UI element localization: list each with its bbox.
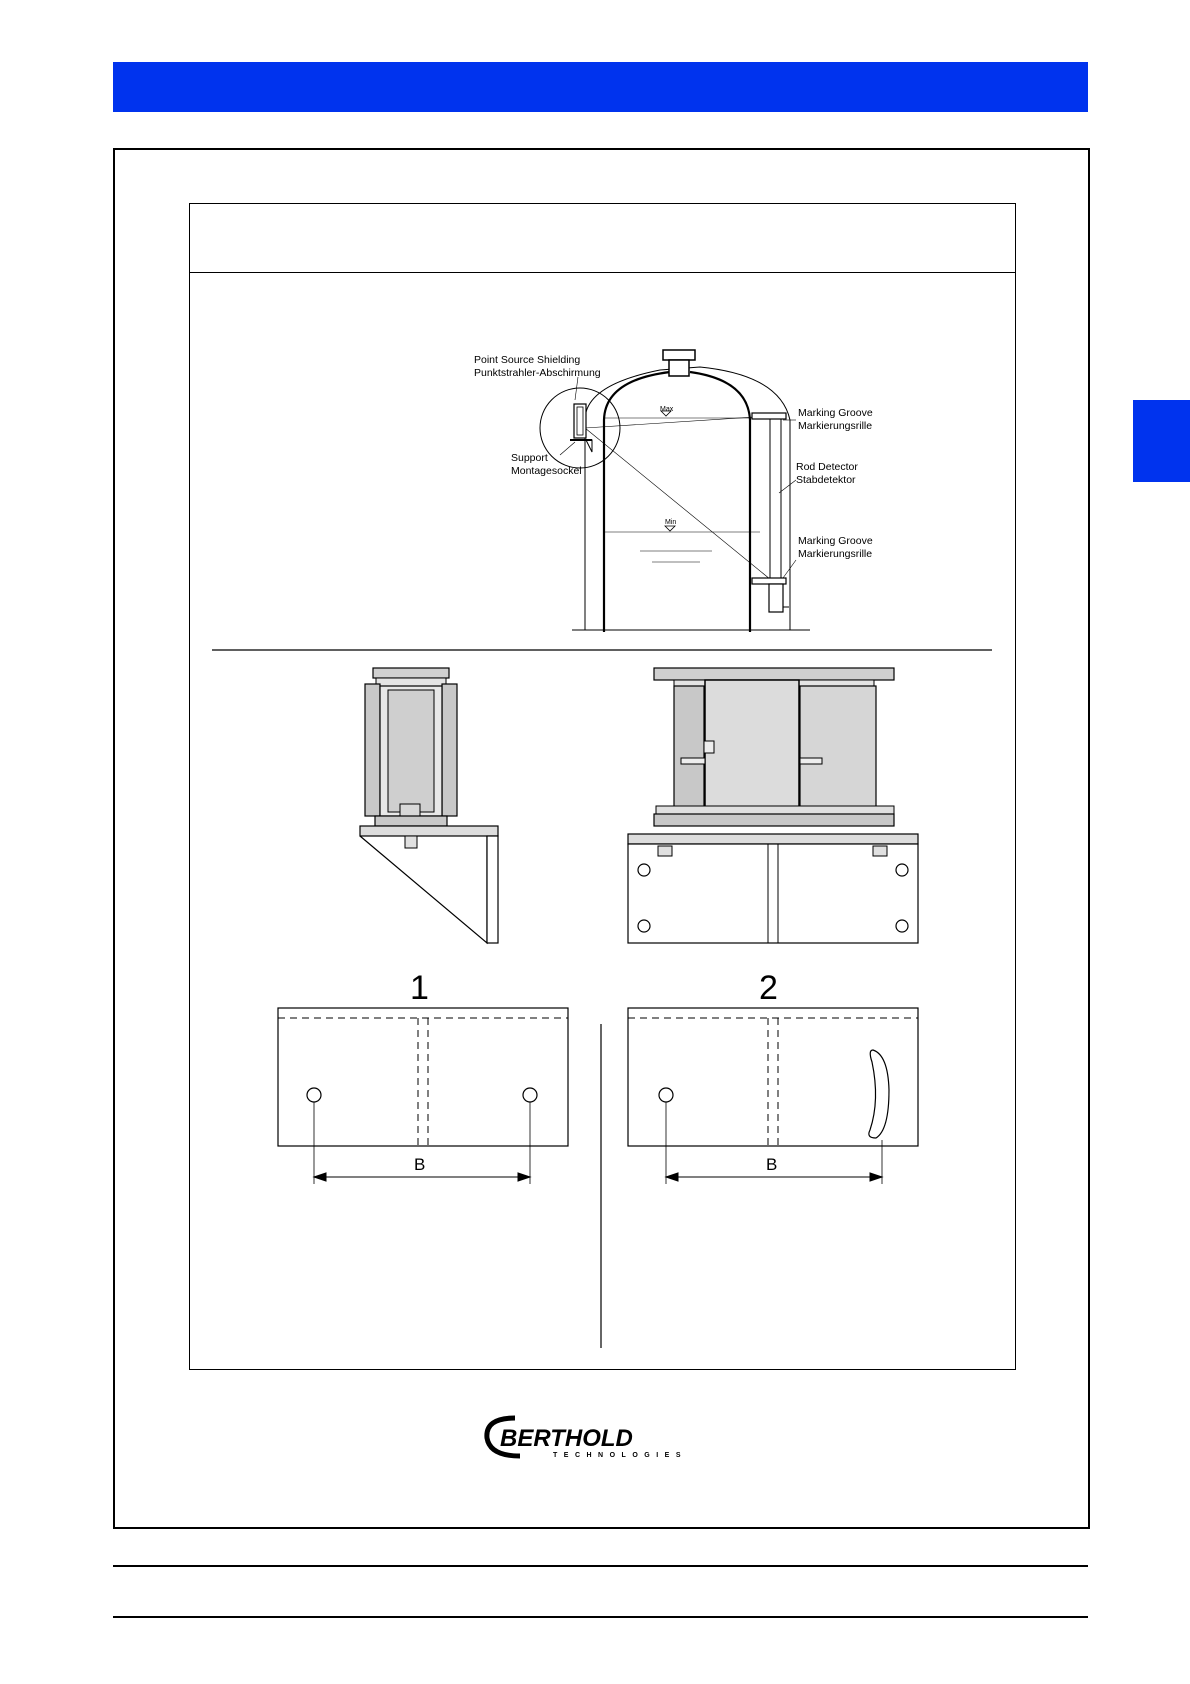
label-min: Min [665, 519, 677, 526]
label-marking-groove-bottom-de: Markierungsrille [798, 548, 873, 560]
label-marking-groove-bottom-en: Marking Groove [798, 535, 873, 547]
label-marking-groove-top-de: Markierungsrille [798, 420, 873, 432]
logo-subline: TECHNOLOGIES [553, 1452, 688, 1459]
label-marking-groove-top-en: Marking Groove [798, 407, 873, 419]
label-support-de: Montagesockel [511, 465, 582, 477]
figure-number-2: 2 [759, 969, 778, 1007]
label-rod-detector-de: Stabdetektor [796, 474, 856, 486]
label-point-source-de: Punktstrahler-Abschirmung [474, 367, 601, 379]
support-2-front-view [628, 668, 918, 943]
support-1-side-view [360, 668, 498, 943]
footer-rule-top [113, 1565, 1088, 1567]
label-rod-detector-en: Rod Detector [796, 461, 858, 473]
label-support-en: Support [511, 452, 548, 464]
figure-number-1: 1 [410, 969, 429, 1007]
label-max: Max [660, 406, 674, 413]
logo-wordmark: BERTHOLD [500, 1425, 633, 1452]
dimension-b-1: B [414, 1155, 426, 1174]
footer-rule-bottom [113, 1616, 1088, 1618]
berthold-logo [487, 1418, 687, 1459]
dimension-b-2: B [766, 1155, 778, 1174]
label-point-source-en: Point Source Shielding [474, 354, 581, 366]
